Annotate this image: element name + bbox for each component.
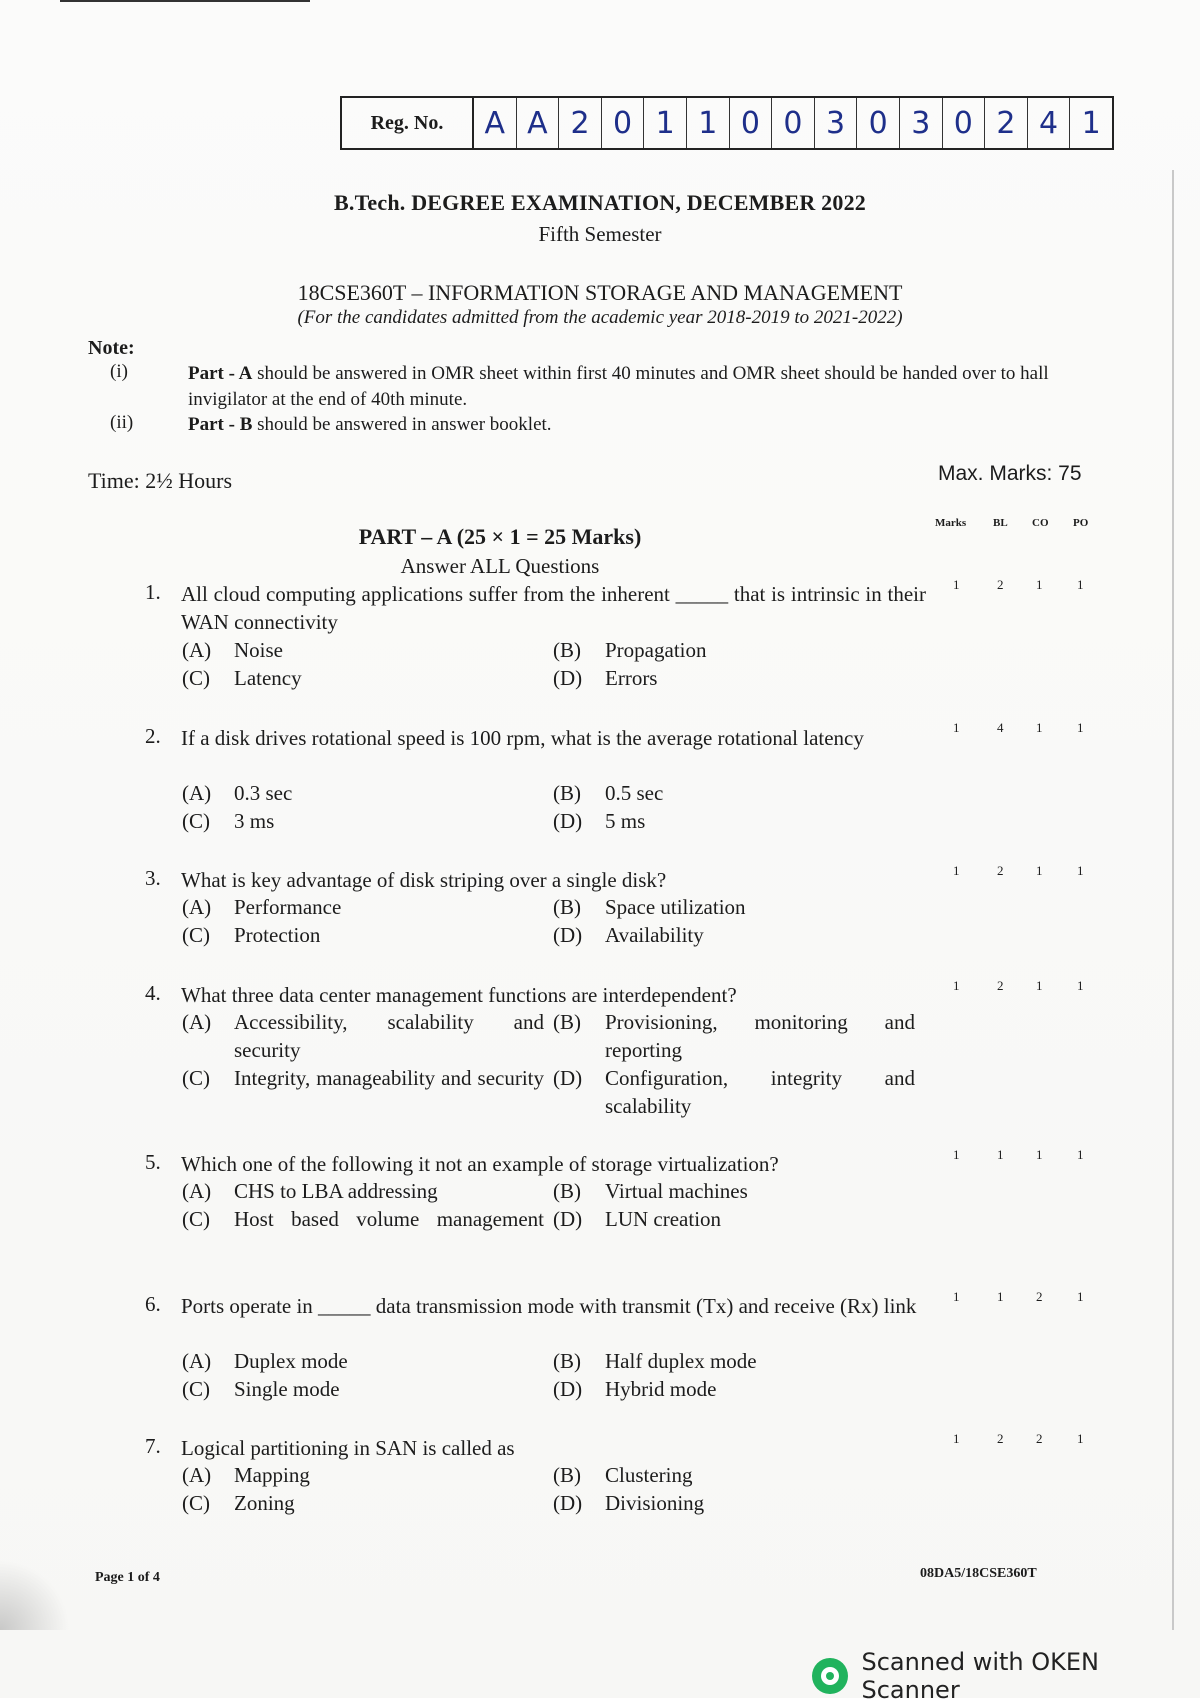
course-title: 18CSE360T – INFORMATION STORAGE AND MANAGEMENT xyxy=(0,280,1200,306)
meta-po: 1 xyxy=(1077,1289,1084,1305)
meta-bl: 2 xyxy=(997,1431,1004,1447)
option-text: Performance xyxy=(234,893,544,921)
option-letter: (D) xyxy=(553,807,582,835)
meta-co: 1 xyxy=(1036,1147,1043,1163)
meta-po: 1 xyxy=(1077,1431,1084,1447)
option-letter: (B) xyxy=(553,893,581,921)
reg-digit: 1 xyxy=(644,98,687,148)
question-text: All cloud computing applications suffer from the inherent _____ that is intrinsic in their WAN connectivity xyxy=(181,580,926,636)
option-letter: (B) xyxy=(553,1008,581,1036)
option-letter: (B) xyxy=(553,636,581,664)
option-text: 3 ms xyxy=(234,807,544,835)
option-letter: (B) xyxy=(553,1347,581,1375)
option-text: Clustering xyxy=(605,1461,915,1489)
meta-bl: 2 xyxy=(997,863,1004,879)
meta-po: 1 xyxy=(1077,978,1084,994)
note-bold: Part - A xyxy=(188,363,252,384)
question-number: 6. xyxy=(145,1292,161,1317)
meta-bl: 2 xyxy=(997,978,1004,994)
question-text: What is key advantage of disk striping over a single disk? xyxy=(181,866,926,894)
page-number: Page 1 of 4 xyxy=(95,1570,160,1586)
option-letter: (D) xyxy=(553,664,582,692)
scanner-watermark xyxy=(812,1648,1200,1704)
oken-scanner-logo-icon xyxy=(812,1658,848,1694)
option-letter: (A) xyxy=(182,1347,211,1375)
option-text: Noise xyxy=(234,636,544,664)
option-letter: (C) xyxy=(182,1489,210,1517)
note-label: Note: xyxy=(88,337,135,360)
reg-label: Reg. No. xyxy=(342,98,474,148)
reg-digit-cells xyxy=(474,98,1112,148)
question-number: 2. xyxy=(145,724,161,749)
option-letter: (D) xyxy=(553,1489,582,1517)
option-letter: (D) xyxy=(553,1205,582,1233)
option-letter: (C) xyxy=(182,807,210,835)
option-text: Space utilization xyxy=(605,893,915,921)
option-text: Protection xyxy=(234,921,544,949)
option-text: Configuration, integrity and scalability xyxy=(605,1064,915,1120)
option-letter: (C) xyxy=(182,1064,210,1092)
col-bl: BL xyxy=(993,517,1008,529)
reg-digit: 0 xyxy=(857,98,900,148)
reg-digit: 0 xyxy=(602,98,645,148)
reg-number-box xyxy=(340,96,1114,150)
option-text: 0.5 sec xyxy=(605,779,915,807)
option-text: Virtual machines xyxy=(605,1177,915,1205)
option-letter: (D) xyxy=(553,921,582,949)
note-bold: Part - B xyxy=(188,414,252,435)
col-marks: Marks xyxy=(935,517,966,529)
option-text: 0.3 sec xyxy=(234,779,544,807)
reg-digit: A xyxy=(474,98,517,148)
meta-co: 1 xyxy=(1036,863,1043,879)
reg-digit: 4 xyxy=(1028,98,1071,148)
part-a-subtitle: Answer ALL Questions xyxy=(0,554,1000,579)
reg-digit: 2 xyxy=(985,98,1028,148)
meta-marks: 1 xyxy=(953,1431,960,1447)
note-text xyxy=(188,361,1108,413)
part-a-title: PART – A (25 × 1 = 25 Marks) xyxy=(0,524,1000,550)
meta-co: 1 xyxy=(1036,577,1043,593)
question-number: 7. xyxy=(145,1434,161,1459)
note-number: (i) xyxy=(110,361,150,383)
reg-digit: A xyxy=(517,98,560,148)
option-text: Errors xyxy=(605,664,915,692)
meta-po: 1 xyxy=(1077,863,1084,879)
meta-po: 1 xyxy=(1077,1147,1084,1163)
option-text: Host based volume management xyxy=(234,1205,544,1233)
option-letter: (B) xyxy=(553,1461,581,1489)
question-text: Ports operate in _____ data transmission mode with transmit (Tx) and receive (Rx) link xyxy=(181,1292,926,1320)
meta-marks: 1 xyxy=(953,863,960,879)
option-letter: (D) xyxy=(553,1375,582,1403)
meta-marks: 1 xyxy=(953,978,960,994)
option-letter: (C) xyxy=(182,664,210,692)
meta-co: 1 xyxy=(1036,978,1043,994)
question-text: If a disk drives rotational speed is 100 rpm, what is the average rotational latency xyxy=(181,724,926,752)
note-text xyxy=(188,412,1108,438)
paper-code: 08DA5/18CSE360T xyxy=(920,1566,1037,1582)
option-letter: (B) xyxy=(553,779,581,807)
reg-digit: 0 xyxy=(943,98,986,148)
option-letter: (D) xyxy=(553,1064,582,1092)
meta-co: 1 xyxy=(1036,720,1043,736)
meta-bl: 2 xyxy=(997,577,1004,593)
scanner-watermark-text: Scanned with OKEN Scanner xyxy=(862,1648,1200,1704)
option-letter: (A) xyxy=(182,893,211,921)
option-letter: (A) xyxy=(182,636,211,664)
question-text: Which one of the following it not an example of storage virtualization? xyxy=(181,1150,926,1178)
option-text: Availability xyxy=(605,921,915,949)
meta-marks: 1 xyxy=(953,1147,960,1163)
option-letter: (A) xyxy=(182,1461,211,1489)
option-text: Half duplex mode xyxy=(605,1347,915,1375)
option-text: CHS to LBA addressing xyxy=(234,1177,544,1205)
reg-digit: 3 xyxy=(900,98,943,148)
question-number: 4. xyxy=(145,981,161,1006)
admitted-years-note: (For the candidates admitted from the academic year 2018-2019 to 2021-2022) xyxy=(0,307,1200,329)
top-edge-mark xyxy=(60,0,310,2)
reg-digit: 0 xyxy=(730,98,773,148)
col-po: PO xyxy=(1073,517,1088,529)
option-text: Accessibility, scalability and security xyxy=(234,1008,544,1064)
meta-bl: 1 xyxy=(997,1147,1004,1163)
question-text: Logical partitioning in SAN is called as xyxy=(181,1434,926,1462)
reg-digit: 3 xyxy=(815,98,858,148)
option-text: LUN creation xyxy=(605,1205,915,1233)
meta-marks: 1 xyxy=(953,577,960,593)
meta-marks: 1 xyxy=(953,720,960,736)
meta-bl: 1 xyxy=(997,1289,1004,1305)
meta-po: 1 xyxy=(1077,577,1084,593)
exam-duration: Time: 2½ Hours xyxy=(88,468,232,494)
option-letter: (B) xyxy=(553,1177,581,1205)
option-text: Propagation xyxy=(605,636,915,664)
page-edge-line xyxy=(1172,170,1174,1630)
option-text: Divisioning xyxy=(605,1489,915,1517)
max-marks: Max. Marks: 75 xyxy=(938,462,1082,486)
option-letter: (C) xyxy=(182,1205,210,1233)
option-text: 5 ms xyxy=(605,807,915,835)
reg-digit: 1 xyxy=(1070,98,1112,148)
question-number: 1. xyxy=(145,580,161,605)
meta-marks: 1 xyxy=(953,1289,960,1305)
option-text: Zoning xyxy=(234,1489,544,1517)
exam-title: B.Tech. DEGREE EXAMINATION, DECEMBER 2022 xyxy=(0,190,1200,216)
option-letter: (A) xyxy=(182,1008,211,1036)
option-text: Duplex mode xyxy=(234,1347,544,1375)
note-body: should be answered in answer booklet. xyxy=(252,414,551,435)
option-letter: (C) xyxy=(182,1375,210,1403)
note-number: (ii) xyxy=(110,412,150,434)
reg-digit: 0 xyxy=(772,98,815,148)
option-letter: (A) xyxy=(182,779,211,807)
option-text: Single mode xyxy=(234,1375,544,1403)
option-text: Mapping xyxy=(234,1461,544,1489)
question-number: 3. xyxy=(145,866,161,891)
meta-po: 1 xyxy=(1077,720,1084,736)
option-text: Integrity, manageability and security xyxy=(234,1064,544,1092)
page-corner-shadow xyxy=(0,1560,70,1630)
meta-co: 2 xyxy=(1036,1431,1043,1447)
option-letter: (C) xyxy=(182,921,210,949)
question-text: What three data center management functions are interdependent? xyxy=(181,981,926,1009)
option-text: Hybrid mode xyxy=(605,1375,915,1403)
option-text: Provisioning, monitoring and reporting xyxy=(605,1008,915,1064)
option-text: Latency xyxy=(234,664,544,692)
reg-digit: 1 xyxy=(687,98,730,148)
option-letter: (A) xyxy=(182,1177,211,1205)
meta-bl: 4 xyxy=(997,720,1004,736)
meta-co: 2 xyxy=(1036,1289,1043,1305)
reg-digit: 2 xyxy=(559,98,602,148)
col-co: CO xyxy=(1032,517,1049,529)
question-number: 5. xyxy=(145,1150,161,1175)
note-body: should be answered in OMR sheet within first 40 minutes and OMR sheet should be handed over to hall invigilator at the end of 40th minute. xyxy=(188,363,1049,410)
semester-label: Fifth Semester xyxy=(0,222,1200,247)
